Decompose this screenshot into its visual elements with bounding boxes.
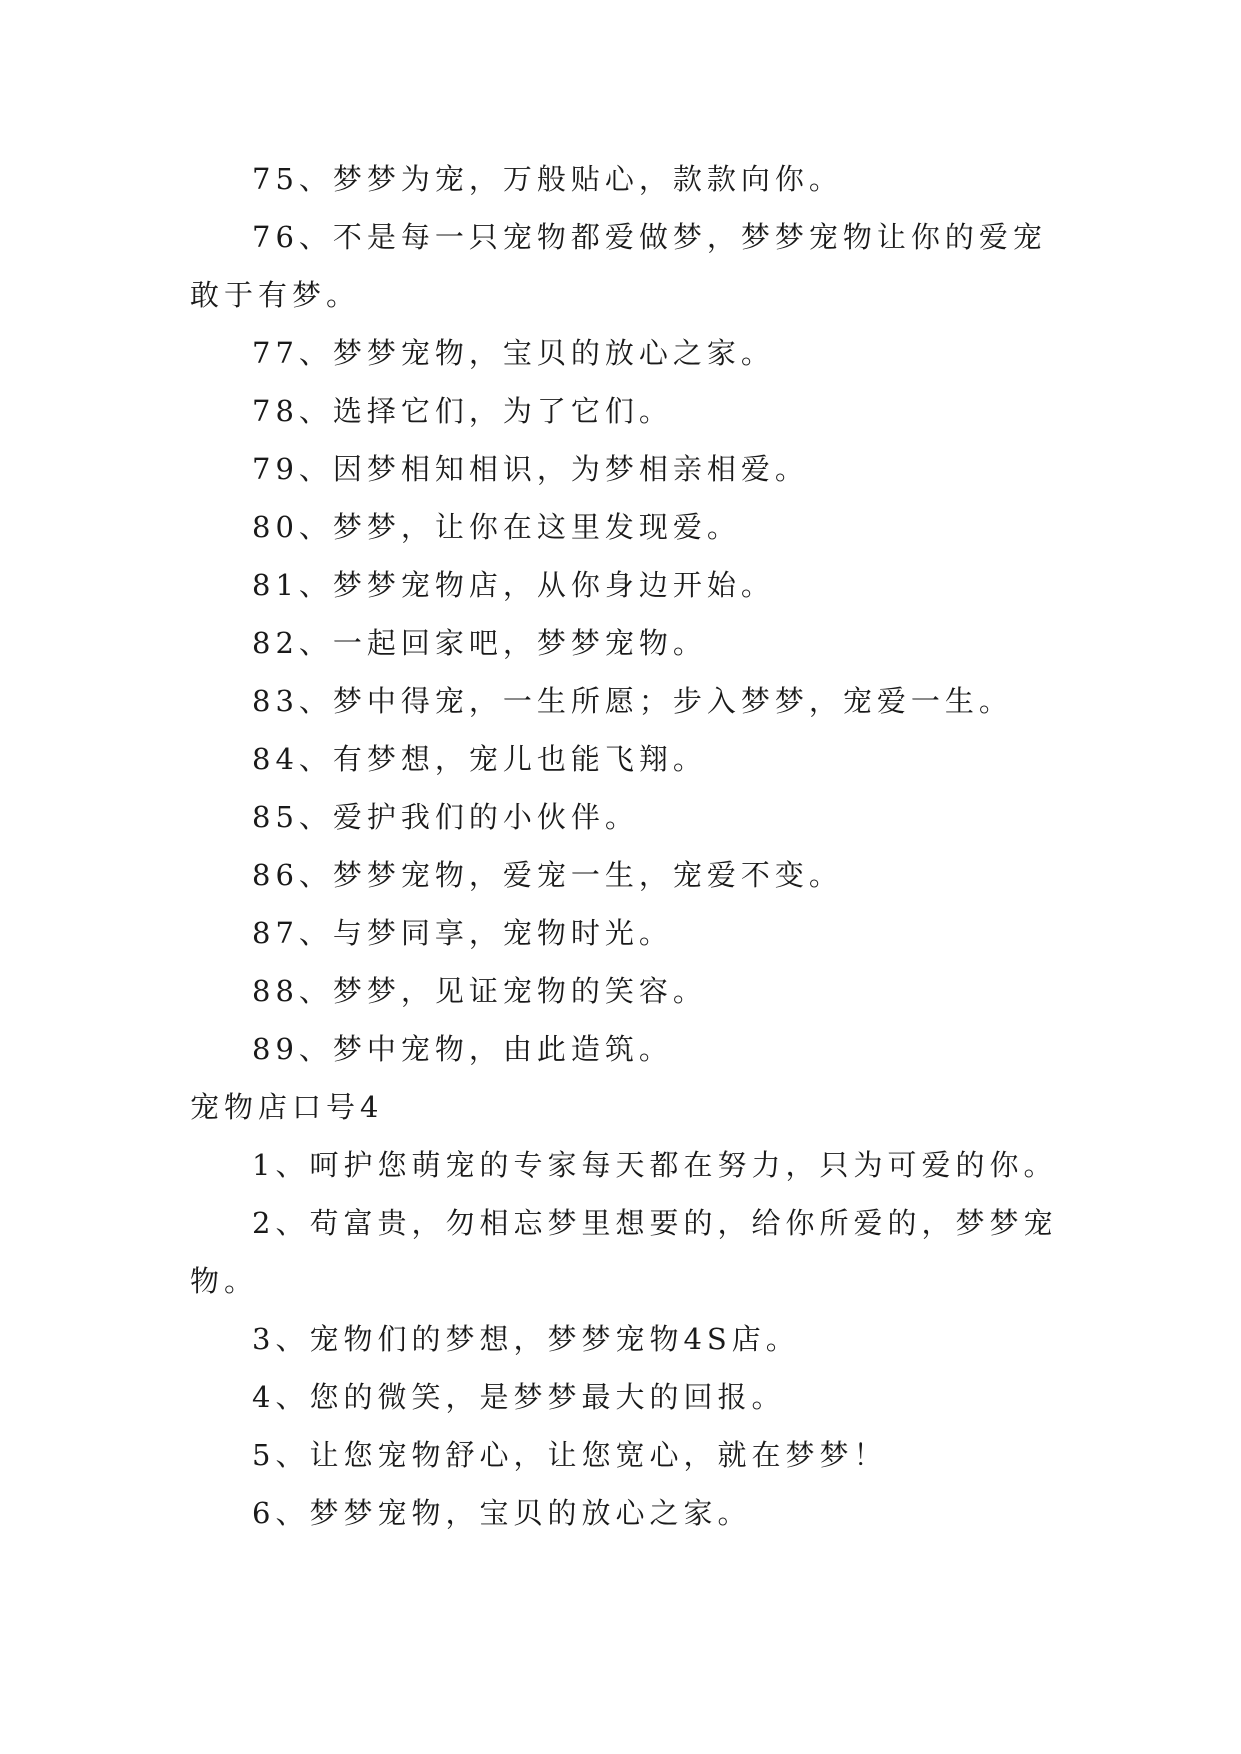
list-item: 2、苟富贵，勿相忘梦里想要的，给你所爱的，梦梦宠物。	[190, 1206, 1058, 1298]
list-item: 85、爱护我们的小伙伴。	[252, 800, 639, 834]
list-item: 79、因梦相知相识，为梦相亲相爱。	[252, 452, 809, 486]
list-item: 84、有梦想，宠儿也能飞翔。	[252, 742, 707, 776]
list-item: 75、梦梦为宠，万般贴心，款款向你。	[252, 162, 843, 196]
document-body	[190, 150, 1060, 1542]
list-item: 83、梦中得宠，一生所愿；步入梦梦，宠爱一生。	[252, 684, 1013, 718]
list-item: 86、梦梦宠物，爱宠一生，宠爱不变。	[252, 858, 843, 892]
list-item: 89、梦中宠物，由此造筑。	[252, 1032, 673, 1066]
list-item: 4、您的微笑，是梦梦最大的回报。	[252, 1380, 786, 1414]
list-item: 82、一起回家吧，梦梦宠物。	[252, 626, 707, 660]
list-item: 77、梦梦宠物，宝贝的放心之家。	[252, 336, 775, 370]
list-item: 81、梦梦宠物店，从你身边开始。	[252, 568, 775, 602]
list-item: 78、选择它们，为了它们。	[252, 394, 673, 428]
list-item: 1、呵护您萌宠的专家每天都在努力，只为可爱的你。	[252, 1148, 1058, 1182]
list-item: 5、让您宠物舒心，让您宽心，就在梦梦！	[252, 1438, 888, 1472]
list-item: 76、不是每一只宠物都爱做梦，梦梦宠物让你的爱宠敢于有梦。	[190, 220, 1047, 312]
list-item: 3、宠物们的梦想，梦梦宠物4S店。	[252, 1322, 800, 1356]
section-heading: 宠物店口号4	[190, 1090, 384, 1124]
list-item: 88、梦梦，见证宠物的笑容。	[252, 974, 707, 1008]
list-item: 80、梦梦，让你在这里发现爱。	[252, 510, 741, 544]
list-item: 6、梦梦宠物，宝贝的放心之家。	[252, 1496, 752, 1530]
list-item: 87、与梦同享，宠物时光。	[252, 916, 673, 950]
